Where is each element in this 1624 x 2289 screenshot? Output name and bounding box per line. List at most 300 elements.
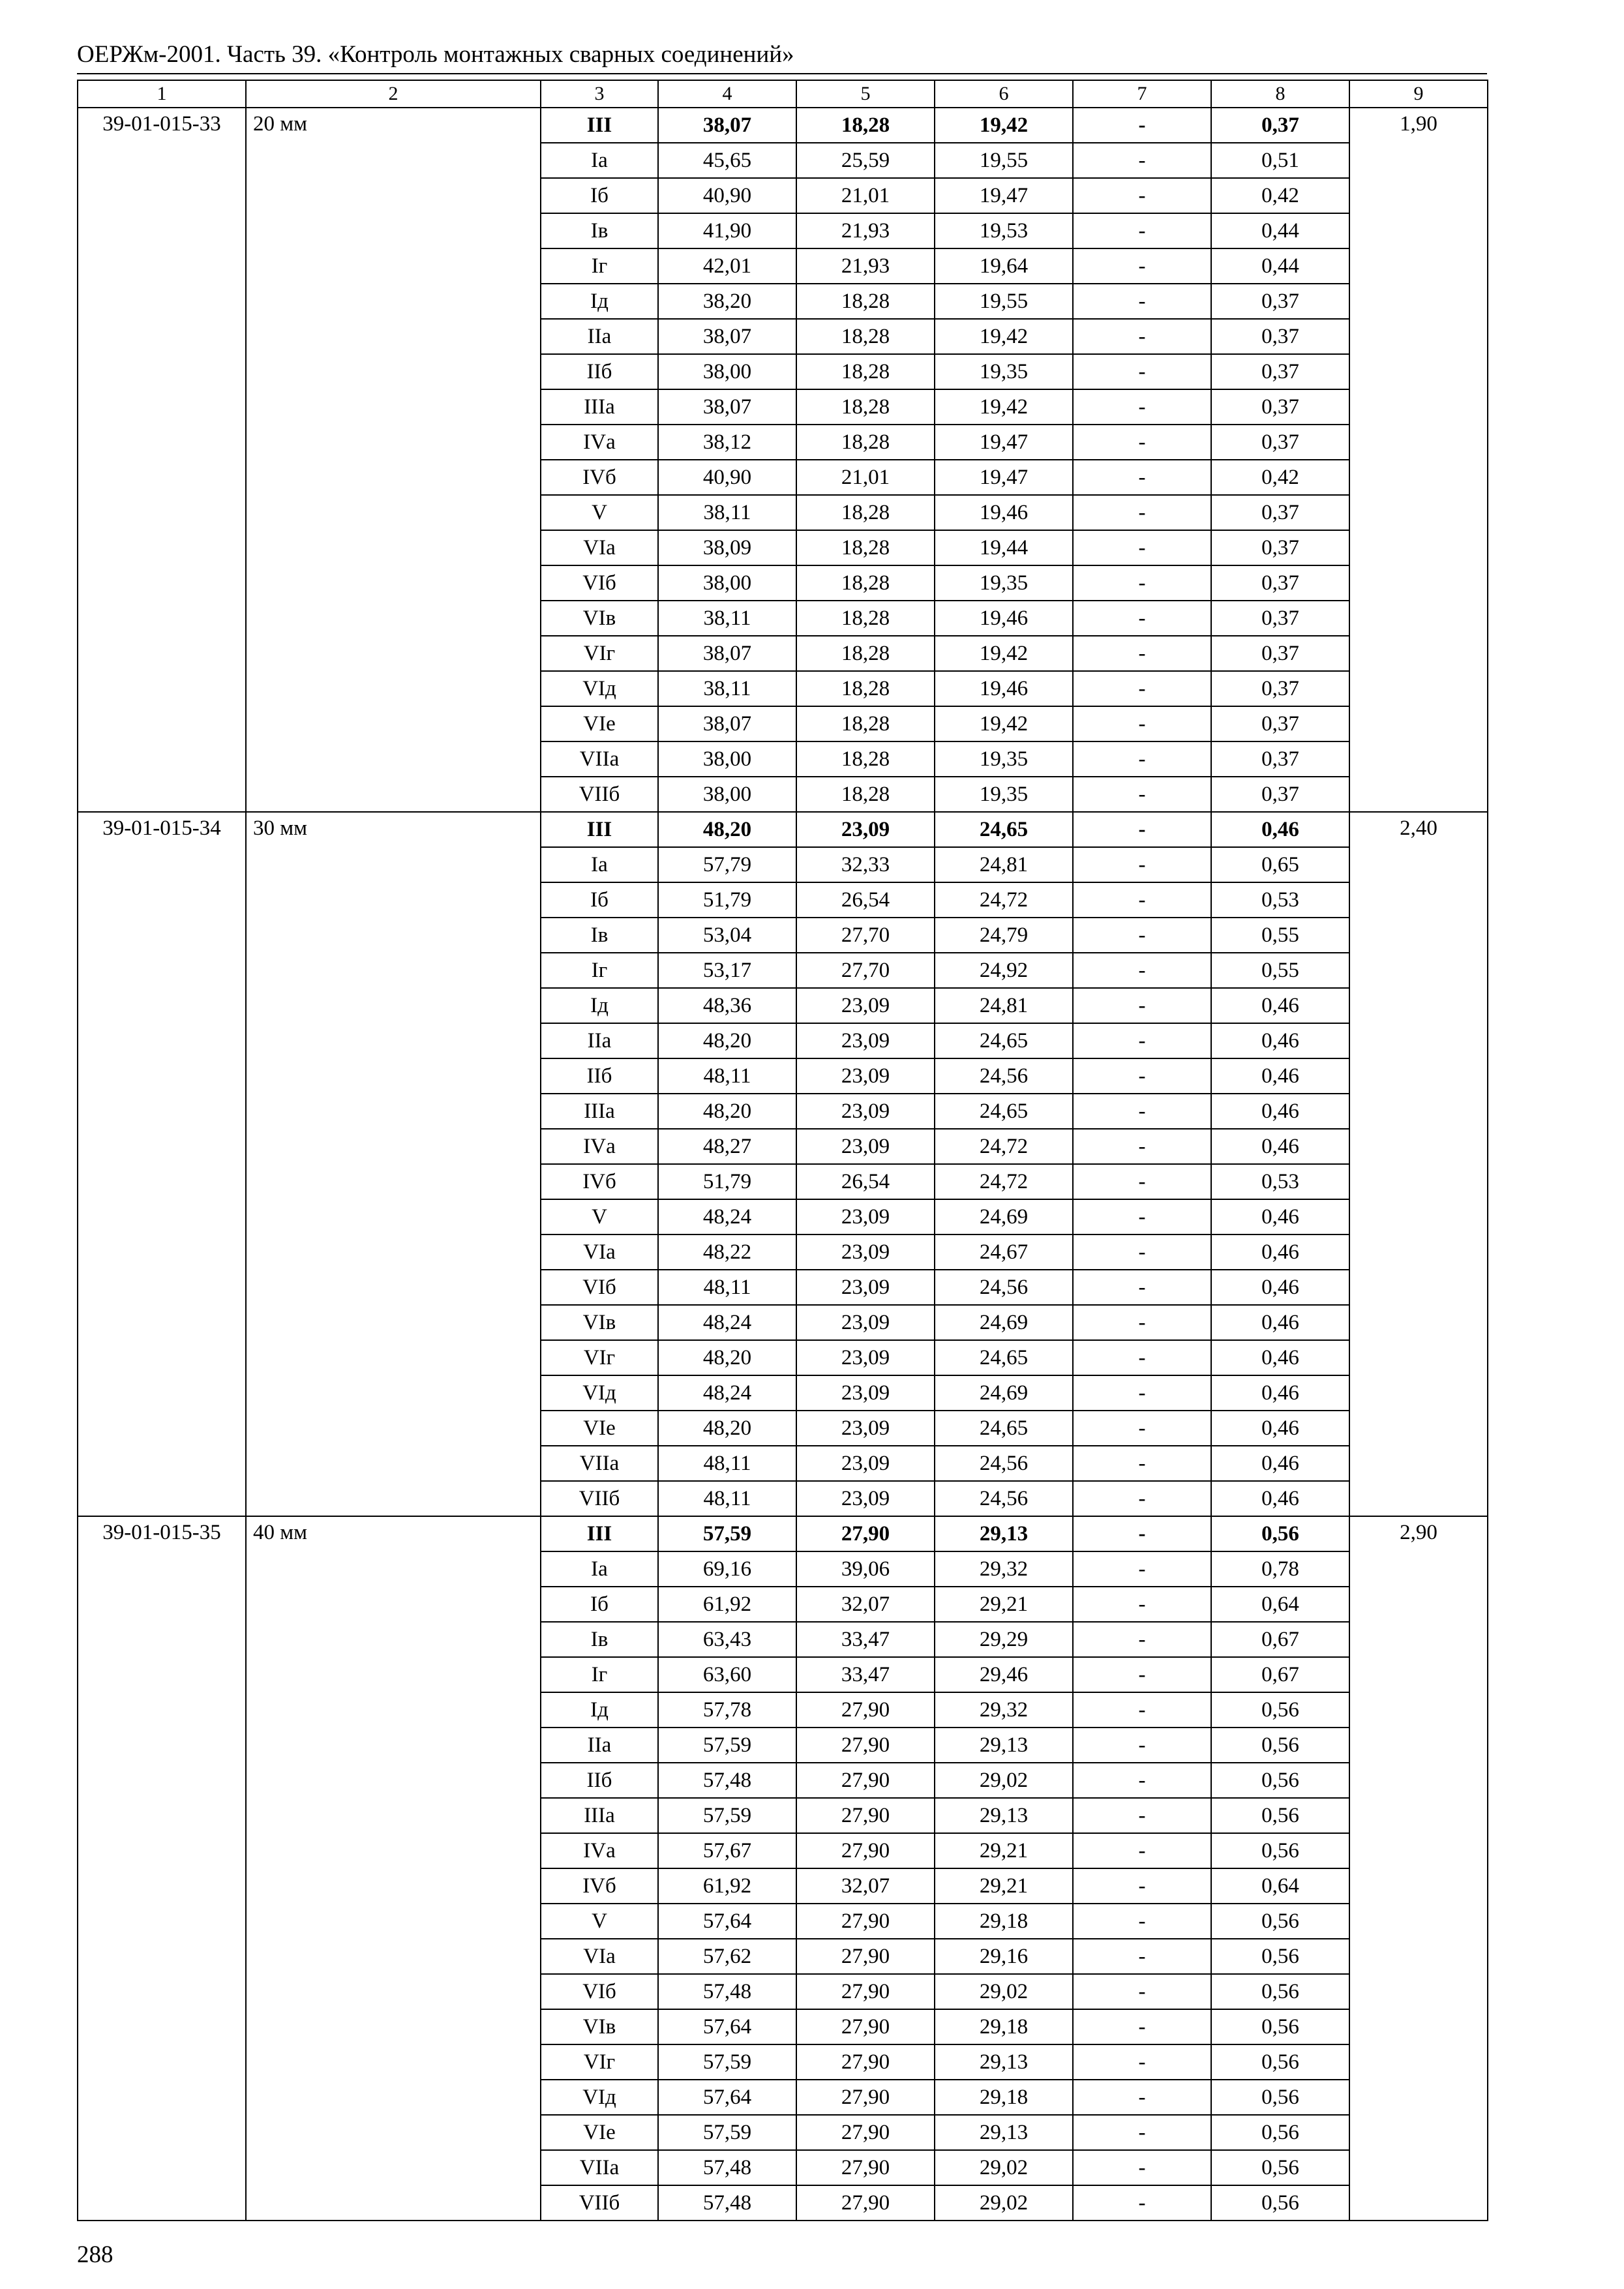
- category-cell: IVа: [541, 1129, 658, 1164]
- value-cell: 57,48: [658, 2150, 796, 2185]
- category-cell: VIе: [541, 1411, 658, 1446]
- value-cell: -: [1073, 213, 1211, 248]
- value-cell: 48,22: [658, 1234, 796, 1270]
- value-cell: 53,04: [658, 918, 796, 953]
- value-cell: -: [1073, 565, 1211, 601]
- value-cell: 18,28: [796, 671, 935, 706]
- value-cell: 38,00: [658, 777, 796, 812]
- value-cell: 24,56: [935, 1446, 1073, 1481]
- value-cell: 48,11: [658, 1270, 796, 1305]
- column-number: 5: [796, 80, 935, 108]
- value-cell: 23,09: [796, 988, 935, 1023]
- value-cell: 19,47: [935, 425, 1073, 460]
- value-cell: 0,37: [1211, 530, 1349, 565]
- value-cell: 19,46: [935, 671, 1073, 706]
- column-number: 7: [1073, 80, 1211, 108]
- value-cell: 45,65: [658, 143, 796, 178]
- value-cell: -: [1073, 1058, 1211, 1094]
- value-cell: 29,46: [935, 1657, 1073, 1692]
- value-cell: 0,56: [1211, 1516, 1349, 1551]
- value-cell: 24,56: [935, 1058, 1073, 1094]
- value-cell: 29,13: [935, 1516, 1073, 1551]
- value-cell: -: [1073, 460, 1211, 495]
- value-cell: 0,56: [1211, 1974, 1349, 2009]
- category-cell: IIб: [541, 354, 658, 389]
- coefficient-cell: 2,40: [1349, 812, 1488, 1516]
- category-cell: Iа: [541, 143, 658, 178]
- value-cell: 0,46: [1211, 1058, 1349, 1094]
- value-cell: 27,90: [796, 2009, 935, 2044]
- value-cell: -: [1073, 425, 1211, 460]
- value-cell: 26,54: [796, 882, 935, 918]
- header-rule: [77, 73, 1487, 74]
- value-cell: 0,46: [1211, 812, 1349, 847]
- value-cell: 27,70: [796, 953, 935, 988]
- value-cell: 40,90: [658, 178, 796, 213]
- value-cell: 29,02: [935, 2150, 1073, 2185]
- value-cell: -: [1073, 1481, 1211, 1516]
- category-cell: IIIа: [541, 1094, 658, 1129]
- value-cell: 38,11: [658, 495, 796, 530]
- value-cell: 63,43: [658, 1622, 796, 1657]
- value-cell: 0,37: [1211, 389, 1349, 425]
- category-cell: Iг: [541, 248, 658, 284]
- value-cell: 0,46: [1211, 1446, 1349, 1481]
- value-cell: 0,78: [1211, 1551, 1349, 1587]
- value-cell: 24,65: [935, 1023, 1073, 1058]
- value-cell: 0,46: [1211, 1411, 1349, 1446]
- value-cell: 38,07: [658, 636, 796, 671]
- value-cell: -: [1073, 1305, 1211, 1340]
- coefficient-cell: 2,90: [1349, 1516, 1488, 2221]
- value-cell: 27,90: [796, 2044, 935, 2080]
- value-cell: 18,28: [796, 354, 935, 389]
- category-cell: Iг: [541, 953, 658, 988]
- value-cell: 0,64: [1211, 1868, 1349, 1904]
- value-cell: 27,90: [796, 1798, 935, 1833]
- value-cell: 48,20: [658, 1411, 796, 1446]
- category-cell: VIе: [541, 2115, 658, 2150]
- value-cell: 38,20: [658, 284, 796, 319]
- value-cell: 0,64: [1211, 1587, 1349, 1622]
- value-cell: 0,46: [1211, 1094, 1349, 1129]
- category-cell: VIIа: [541, 741, 658, 777]
- value-cell: 0,46: [1211, 1481, 1349, 1516]
- value-cell: 29,16: [935, 1939, 1073, 1974]
- value-cell: 0,55: [1211, 918, 1349, 953]
- value-cell: 0,37: [1211, 636, 1349, 671]
- value-cell: 19,35: [935, 354, 1073, 389]
- value-cell: 23,09: [796, 1234, 935, 1270]
- value-cell: 48,20: [658, 1094, 796, 1129]
- category-cell: VIд: [541, 1375, 658, 1411]
- value-cell: -: [1073, 988, 1211, 1023]
- value-cell: -: [1073, 1551, 1211, 1587]
- value-cell: -: [1073, 2115, 1211, 2150]
- value-cell: 18,28: [796, 389, 935, 425]
- category-cell: IVа: [541, 425, 658, 460]
- value-cell: 27,90: [796, 2115, 935, 2150]
- value-cell: 19,42: [935, 108, 1073, 143]
- page-number: 288: [77, 2241, 113, 2268]
- value-cell: 51,79: [658, 882, 796, 918]
- rate-code-cell: 39-01-015-35: [78, 1516, 246, 2221]
- value-cell: 57,64: [658, 1904, 796, 1939]
- category-cell: Iб: [541, 178, 658, 213]
- value-cell: -: [1073, 671, 1211, 706]
- value-cell: 0,56: [1211, 2044, 1349, 2080]
- value-cell: 0,37: [1211, 425, 1349, 460]
- value-cell: 18,28: [796, 284, 935, 319]
- value-cell: 42,01: [658, 248, 796, 284]
- value-cell: -: [1073, 2185, 1211, 2221]
- column-number: 4: [658, 80, 796, 108]
- value-cell: 38,11: [658, 601, 796, 636]
- value-cell: 57,64: [658, 2009, 796, 2044]
- value-cell: 48,24: [658, 1305, 796, 1340]
- category-cell: VIа: [541, 1939, 658, 1974]
- value-cell: 32,33: [796, 847, 935, 882]
- value-cell: 23,09: [796, 1375, 935, 1411]
- value-cell: 29,29: [935, 1622, 1073, 1657]
- value-cell: 18,28: [796, 741, 935, 777]
- value-cell: 18,28: [796, 601, 935, 636]
- category-cell: Iд: [541, 988, 658, 1023]
- value-cell: -: [1073, 178, 1211, 213]
- category-cell: IIIа: [541, 389, 658, 425]
- category-cell: III: [541, 108, 658, 143]
- value-cell: -: [1073, 354, 1211, 389]
- value-cell: -: [1073, 918, 1211, 953]
- value-cell: 0,46: [1211, 1023, 1349, 1058]
- value-cell: 27,90: [796, 1692, 935, 1728]
- value-cell: 18,28: [796, 495, 935, 530]
- category-cell: VIа: [541, 530, 658, 565]
- value-cell: 19,35: [935, 741, 1073, 777]
- category-cell: VIг: [541, 636, 658, 671]
- rate-description-cell: 20 мм: [246, 108, 541, 812]
- value-cell: 48,24: [658, 1375, 796, 1411]
- category-cell: IIIа: [541, 1798, 658, 1833]
- value-cell: 27,90: [796, 1974, 935, 2009]
- value-cell: 38,07: [658, 108, 796, 143]
- rate-description-cell: 30 мм: [246, 812, 541, 1516]
- value-cell: 0,46: [1211, 1305, 1349, 1340]
- value-cell: 0,46: [1211, 1129, 1349, 1164]
- value-cell: 33,47: [796, 1622, 935, 1657]
- category-cell: V: [541, 495, 658, 530]
- value-cell: 48,36: [658, 988, 796, 1023]
- value-cell: 29,13: [935, 2044, 1073, 2080]
- value-cell: -: [1073, 1868, 1211, 1904]
- category-cell: Iд: [541, 1692, 658, 1728]
- value-cell: 0,42: [1211, 178, 1349, 213]
- value-cell: 0,44: [1211, 248, 1349, 284]
- value-cell: 18,28: [796, 777, 935, 812]
- value-cell: 29,18: [935, 2080, 1073, 2115]
- value-cell: 21,93: [796, 213, 935, 248]
- category-cell: Iг: [541, 1657, 658, 1692]
- value-cell: 19,42: [935, 706, 1073, 741]
- value-cell: 0,37: [1211, 565, 1349, 601]
- value-cell: 29,32: [935, 1692, 1073, 1728]
- category-cell: III: [541, 1516, 658, 1551]
- value-cell: 23,09: [796, 1481, 935, 1516]
- value-cell: -: [1073, 1939, 1211, 1974]
- value-cell: 0,56: [1211, 2115, 1349, 2150]
- value-cell: 18,28: [796, 565, 935, 601]
- category-cell: IIа: [541, 1728, 658, 1763]
- value-cell: 0,37: [1211, 495, 1349, 530]
- category-cell: VIIб: [541, 777, 658, 812]
- value-cell: -: [1073, 601, 1211, 636]
- category-cell: III: [541, 812, 658, 847]
- value-cell: 0,67: [1211, 1657, 1349, 1692]
- category-cell: VIг: [541, 2044, 658, 2080]
- value-cell: 29,18: [935, 2009, 1073, 2044]
- value-cell: 23,09: [796, 1411, 935, 1446]
- value-cell: 53,17: [658, 953, 796, 988]
- value-cell: 41,90: [658, 213, 796, 248]
- value-cell: 23,09: [796, 1094, 935, 1129]
- value-cell: -: [1073, 1657, 1211, 1692]
- value-cell: 0,37: [1211, 601, 1349, 636]
- column-number: 1: [78, 80, 246, 108]
- value-cell: 27,90: [796, 2150, 935, 2185]
- value-cell: 0,37: [1211, 354, 1349, 389]
- category-cell: IVб: [541, 1164, 658, 1199]
- value-cell: 57,59: [658, 1798, 796, 1833]
- value-cell: 0,56: [1211, 1728, 1349, 1763]
- value-cell: 24,69: [935, 1305, 1073, 1340]
- value-cell: 18,28: [796, 636, 935, 671]
- category-cell: Iб: [541, 1587, 658, 1622]
- value-cell: 0,37: [1211, 741, 1349, 777]
- value-cell: -: [1073, 741, 1211, 777]
- value-cell: 61,92: [658, 1868, 796, 1904]
- value-cell: 23,09: [796, 1058, 935, 1094]
- value-cell: 38,07: [658, 706, 796, 741]
- value-cell: 48,20: [658, 812, 796, 847]
- value-cell: 29,21: [935, 1587, 1073, 1622]
- value-cell: 0,37: [1211, 777, 1349, 812]
- value-cell: -: [1073, 847, 1211, 882]
- value-cell: 57,59: [658, 1728, 796, 1763]
- value-cell: 0,42: [1211, 460, 1349, 495]
- value-cell: -: [1073, 706, 1211, 741]
- rate-code-cell: 39-01-015-33: [78, 108, 246, 812]
- value-cell: -: [1073, 1692, 1211, 1728]
- value-cell: -: [1073, 882, 1211, 918]
- category-cell: VIа: [541, 1234, 658, 1270]
- value-cell: -: [1073, 812, 1211, 847]
- value-cell: 23,09: [796, 1129, 935, 1164]
- value-cell: -: [1073, 1516, 1211, 1551]
- value-cell: -: [1073, 636, 1211, 671]
- category-cell: Iа: [541, 847, 658, 882]
- column-number: 3: [541, 80, 658, 108]
- value-cell: 18,28: [796, 706, 935, 741]
- value-cell: 57,48: [658, 1974, 796, 2009]
- value-cell: -: [1073, 284, 1211, 319]
- value-cell: 29,32: [935, 1551, 1073, 1587]
- value-cell: -: [1073, 1974, 1211, 2009]
- value-cell: 57,59: [658, 1516, 796, 1551]
- value-cell: 0,55: [1211, 953, 1349, 988]
- table-body: [78, 80, 1488, 2221]
- value-cell: 24,92: [935, 953, 1073, 988]
- value-cell: 24,65: [935, 1094, 1073, 1129]
- value-cell: -: [1073, 108, 1211, 143]
- value-cell: 57,48: [658, 2185, 796, 2221]
- value-cell: 48,20: [658, 1023, 796, 1058]
- value-cell: 27,90: [796, 1728, 935, 1763]
- value-cell: 57,48: [658, 1763, 796, 1798]
- value-cell: -: [1073, 1833, 1211, 1868]
- value-cell: 69,16: [658, 1551, 796, 1587]
- category-cell: Iв: [541, 213, 658, 248]
- category-cell: VIв: [541, 2009, 658, 2044]
- value-cell: -: [1073, 1728, 1211, 1763]
- value-cell: 38,00: [658, 565, 796, 601]
- value-cell: 27,90: [796, 1763, 935, 1798]
- value-cell: 38,00: [658, 354, 796, 389]
- column-number: 9: [1349, 80, 1488, 108]
- value-cell: 19,46: [935, 495, 1073, 530]
- value-cell: 0,67: [1211, 1622, 1349, 1657]
- value-cell: -: [1073, 1164, 1211, 1199]
- value-cell: 48,11: [658, 1058, 796, 1094]
- category-cell: VIг: [541, 1340, 658, 1375]
- category-cell: VIв: [541, 1305, 658, 1340]
- category-cell: VIв: [541, 601, 658, 636]
- value-cell: 27,70: [796, 918, 935, 953]
- value-cell: -: [1073, 319, 1211, 354]
- value-cell: -: [1073, 1199, 1211, 1234]
- value-cell: 19,55: [935, 143, 1073, 178]
- value-cell: 19,42: [935, 636, 1073, 671]
- value-cell: 57,64: [658, 2080, 796, 2115]
- value-cell: 0,46: [1211, 1270, 1349, 1305]
- value-cell: 19,42: [935, 319, 1073, 354]
- value-cell: 38,00: [658, 741, 796, 777]
- value-cell: 0,37: [1211, 108, 1349, 143]
- value-cell: 57,59: [658, 2115, 796, 2150]
- value-cell: -: [1073, 2044, 1211, 2080]
- value-cell: 23,09: [796, 1305, 935, 1340]
- table-row: [78, 812, 1488, 847]
- category-cell: V: [541, 1904, 658, 1939]
- value-cell: -: [1073, 1411, 1211, 1446]
- value-cell: -: [1073, 1375, 1211, 1411]
- value-cell: 21,01: [796, 178, 935, 213]
- value-cell: 32,07: [796, 1868, 935, 1904]
- value-cell: 24,72: [935, 882, 1073, 918]
- value-cell: 29,02: [935, 1974, 1073, 2009]
- value-cell: 48,27: [658, 1129, 796, 1164]
- category-cell: IIб: [541, 1058, 658, 1094]
- running-header: ОЕРЖм-2001. Часть 39. «Контроль монтажных сварных соединений»: [77, 41, 794, 68]
- value-cell: 29,13: [935, 1798, 1073, 1833]
- column-number: 2: [246, 80, 541, 108]
- value-cell: 24,56: [935, 1481, 1073, 1516]
- value-cell: 0,56: [1211, 1939, 1349, 1974]
- category-cell: Iд: [541, 284, 658, 319]
- value-cell: -: [1073, 1094, 1211, 1129]
- column-number: 6: [935, 80, 1073, 108]
- value-cell: 23,09: [796, 812, 935, 847]
- value-cell: 0,53: [1211, 882, 1349, 918]
- value-cell: 23,09: [796, 1446, 935, 1481]
- value-cell: 26,54: [796, 1164, 935, 1199]
- category-cell: VIIа: [541, 2150, 658, 2185]
- category-cell: VIIб: [541, 1481, 658, 1516]
- category-cell: VIд: [541, 671, 658, 706]
- value-cell: 57,79: [658, 847, 796, 882]
- value-cell: 25,59: [796, 143, 935, 178]
- value-cell: 33,47: [796, 1657, 935, 1692]
- value-cell: -: [1073, 248, 1211, 284]
- value-cell: 29,02: [935, 2185, 1073, 2221]
- value-cell: 57,62: [658, 1939, 796, 1974]
- value-cell: 0,56: [1211, 1798, 1349, 1833]
- value-cell: 57,78: [658, 1692, 796, 1728]
- value-cell: 19,47: [935, 460, 1073, 495]
- value-cell: 0,56: [1211, 1763, 1349, 1798]
- value-cell: -: [1073, 389, 1211, 425]
- category-cell: Iв: [541, 918, 658, 953]
- coefficient-cell: 1,90: [1349, 108, 1488, 812]
- value-cell: 27,90: [796, 1904, 935, 1939]
- table-row: [78, 108, 1488, 143]
- value-cell: 57,59: [658, 2044, 796, 2080]
- value-cell: 19,44: [935, 530, 1073, 565]
- value-cell: -: [1073, 1129, 1211, 1164]
- value-cell: 24,69: [935, 1199, 1073, 1234]
- value-cell: 29,13: [935, 1728, 1073, 1763]
- value-cell: 38,11: [658, 671, 796, 706]
- value-cell: 19,47: [935, 178, 1073, 213]
- value-cell: -: [1073, 1798, 1211, 1833]
- value-cell: 21,93: [796, 248, 935, 284]
- category-cell: VIе: [541, 706, 658, 741]
- category-cell: VIб: [541, 1270, 658, 1305]
- value-cell: 0,46: [1211, 1340, 1349, 1375]
- category-cell: Iб: [541, 882, 658, 918]
- value-cell: 0,37: [1211, 284, 1349, 319]
- category-cell: IVб: [541, 1868, 658, 1904]
- value-cell: 24,72: [935, 1129, 1073, 1164]
- value-cell: 21,01: [796, 460, 935, 495]
- column-number-row: [78, 80, 1488, 108]
- value-cell: 57,67: [658, 1833, 796, 1868]
- value-cell: 27,90: [796, 1939, 935, 1974]
- value-cell: 24,79: [935, 918, 1073, 953]
- value-cell: 29,02: [935, 1763, 1073, 1798]
- value-cell: -: [1073, 1904, 1211, 1939]
- value-cell: 0,56: [1211, 1904, 1349, 1939]
- value-cell: 23,09: [796, 1270, 935, 1305]
- value-cell: 27,90: [796, 2080, 935, 2115]
- value-cell: 0,37: [1211, 319, 1349, 354]
- category-cell: VIIа: [541, 1446, 658, 1481]
- value-cell: -: [1073, 1234, 1211, 1270]
- category-cell: Iа: [541, 1551, 658, 1587]
- value-cell: 0,46: [1211, 1199, 1349, 1234]
- category-cell: IIб: [541, 1763, 658, 1798]
- value-cell: -: [1073, 1023, 1211, 1058]
- value-cell: 19,42: [935, 389, 1073, 425]
